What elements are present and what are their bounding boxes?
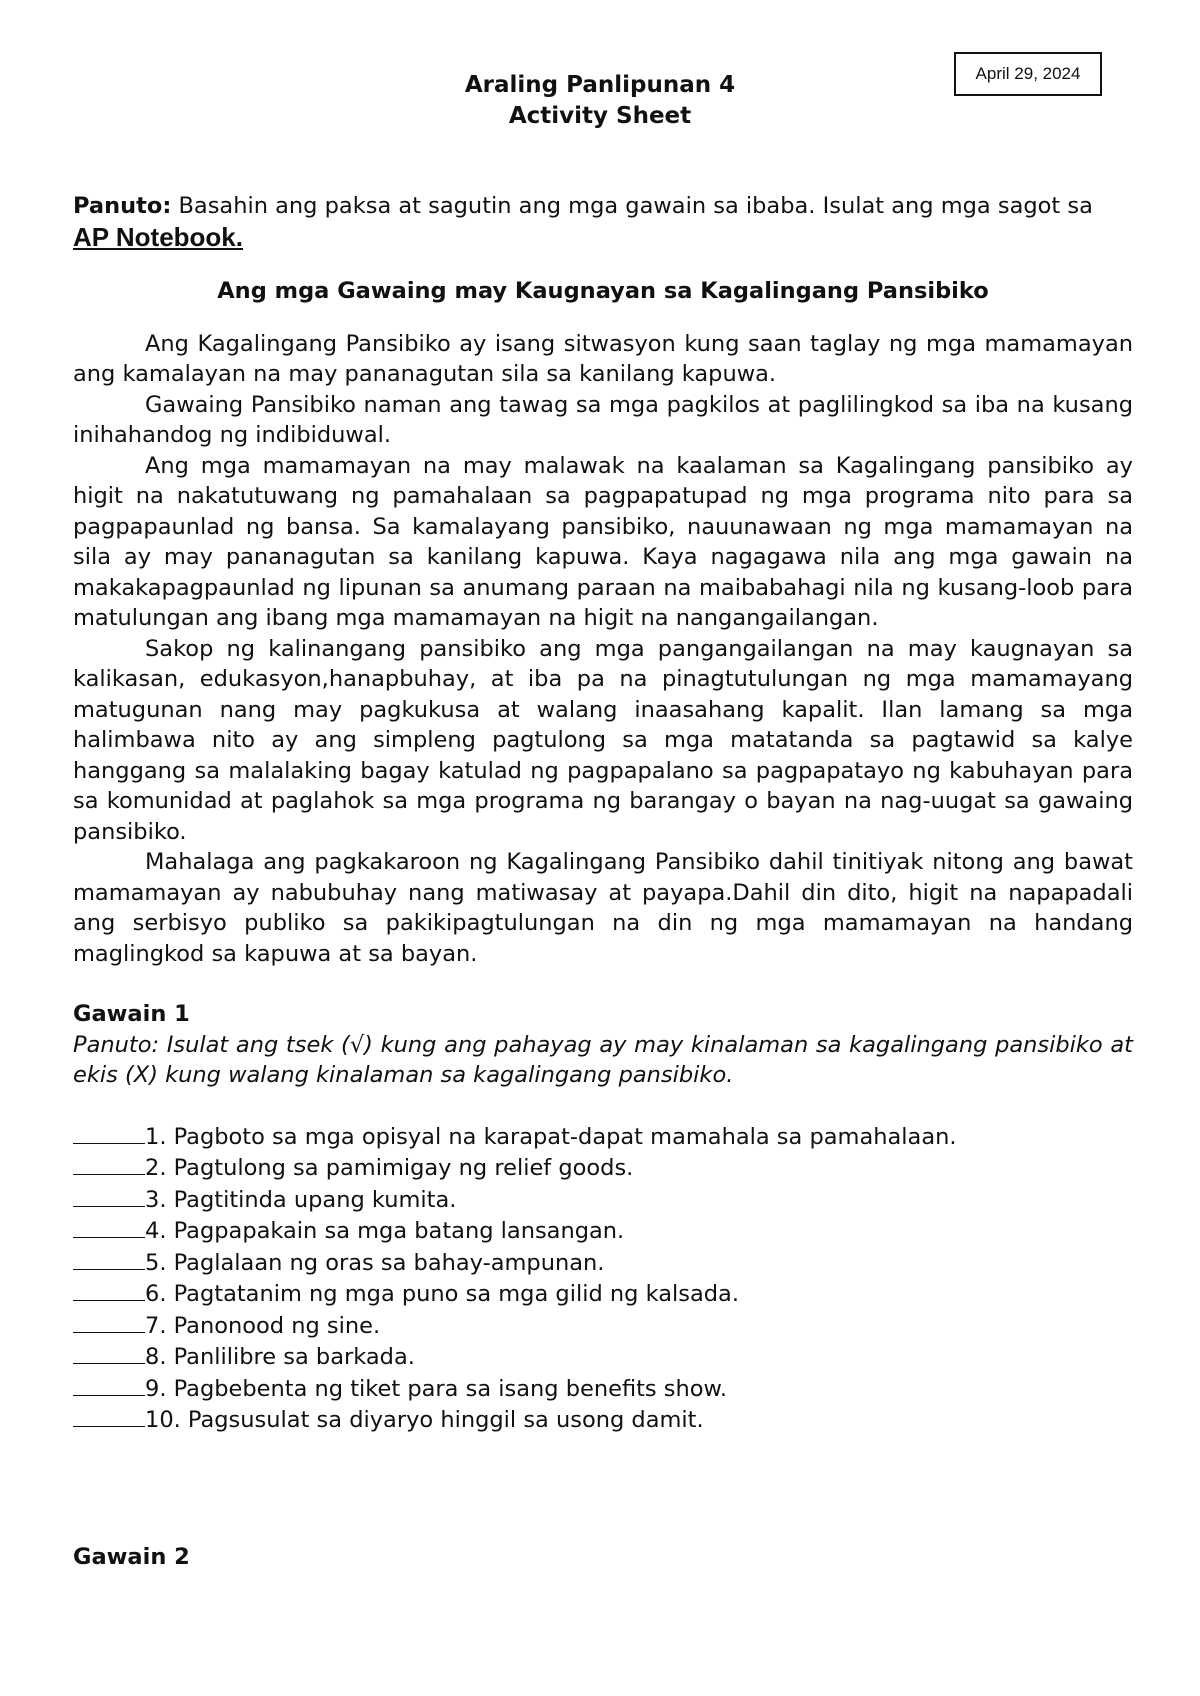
answer-blank[interactable] [73, 1373, 145, 1396]
general-instructions [73, 191, 1133, 254]
list-item [73, 1310, 1133, 1342]
title-subject: Araling Panlipunan 4 [464, 72, 736, 98]
answer-blank[interactable] [73, 1121, 145, 1144]
item-text: 6. Pagtatanim ng mga puno sa mga gilid ng kalsada. [145, 1281, 739, 1307]
item-text: 8. Panlilibre sa barkada. [145, 1344, 415, 1370]
topic-title: Ang mga Gawaing may Kaugnayan sa Kagalingang Pansibiko [217, 278, 989, 304]
main-content [73, 191, 1133, 1436]
answer-blank[interactable] [73, 1310, 145, 1333]
reading-passage [73, 329, 1133, 970]
document-title [0, 70, 1200, 132]
item-text: 4. Pagpapakain sa mga batang lansangan. [145, 1218, 625, 1244]
paragraph: Ang Kagalingang Pansibiko ay isang sitwasyon kung saan taglay ng mga mamamayan ang kamalayan na may pananagutan sila sa kanilang kapuwa. [73, 330, 1133, 387]
gawain1-instruction: Panuto: Isulat ang tsek (√) kung ang pahayag ay may kinalaman sa kagalingang pansibiko at ekis (X) kung walang kinalaman sa kagalingang pansibiko. [73, 1031, 1133, 1088]
paragraph: Gawaing Pansibiko naman ang tawag sa mga pagkilos at paglilingkod sa iba na kusang inihahandog ng indibiduwal. [73, 391, 1133, 448]
list-item [73, 1373, 1133, 1405]
paragraph: Mahalaga ang pagkakaroon ng Kagalingang Pansibiko dahil tinitiyak nitong ang bawat mamamayan ay nabubuhay nang matiwasay at payapa.Dahil din dito, higit na napapadali ang serbisyo publiko sa pakikipagtulungan na din ng mga mamamayan na handang maglingkod sa kapuwa at sa bayan. [73, 849, 1133, 967]
list-item [73, 1215, 1133, 1247]
date-box: April 29, 2024 [954, 52, 1102, 96]
item-text: 9. Pagbebenta ng tiket para sa isang benefits show. [145, 1375, 728, 1402]
title-activity-sheet: Activity Sheet [508, 103, 692, 129]
gawain1-item-list [73, 1121, 1133, 1436]
answer-blank[interactable] [73, 1215, 145, 1238]
ap-notebook-text: AP Notebook. [73, 221, 243, 252]
list-item [73, 1341, 1133, 1373]
instructions-text: Basahin ang paksa at sagutin ang mga gawain sa ibaba. Isulat ang mga sagot sa [171, 193, 1093, 219]
answer-blank[interactable] [73, 1184, 145, 1207]
item-text: 7. Panonood ng sine. [145, 1312, 381, 1339]
list-item [73, 1247, 1133, 1279]
answer-blank[interactable] [73, 1341, 145, 1364]
answer-blank[interactable] [73, 1152, 145, 1175]
list-item [73, 1121, 1133, 1153]
item-text: 10. Pagsusulat sa diyaryo hinggil sa usong damit. [145, 1407, 704, 1433]
instructions-label: Panuto: [73, 193, 172, 219]
gawain1-title: Gawain 1 [73, 1001, 190, 1027]
item-text: 5. Paglalaan ng oras sa bahay-ampunan. [145, 1249, 605, 1276]
list-item [73, 1152, 1133, 1184]
item-text: 2. Pagtulong sa pamimigay ng relief goods. [145, 1155, 634, 1181]
list-item [73, 1278, 1133, 1310]
answer-blank[interactable] [73, 1247, 145, 1270]
answer-blank[interactable] [73, 1404, 145, 1427]
list-item [73, 1404, 1133, 1436]
gawain2-title: Gawain 2 [73, 1544, 190, 1570]
paragraph: Ang mga mamamayan na may malawak na kaalaman sa Kagalingang pansibiko ay higit na nakatutuwang ng pamahalaan sa pagpapatupad ng mga programa nito para sa pagpapaunlad ng bansa. Sa kamalayang pansibiko, nauunawaan ng mga mamamayan na sila ay may pananagutan sa kanilang kapuwa. Kaya nagagawa nila ang mga gawain na makakapagpaunlad ng lipunan sa anumang paraan na maibabahagi nila ng kusang-loob para matulungan ang ibang mga mamamayan na higit na nangangailangan. [73, 452, 1133, 631]
list-item [73, 1184, 1133, 1216]
answer-blank[interactable] [73, 1278, 145, 1301]
item-text: 3. Pagtitinda upang kumita. [145, 1186, 457, 1213]
item-text: 1. Pagboto sa mga opisyal na karapat-dapat mamahala sa pamahalaan. [145, 1123, 957, 1150]
paragraph: Sakop ng kalinangang pansibiko ang mga pangangailangan na may kaugnayan sa kalikasan, edukasyon,hanapbuhay, at iba pa na pinagtutulungan ng mga mamamayang matugunan nang may pagkukusa at walang inaasahang kapalit. Ilan lamang sa mga halimbawa nito ay ang simpleng pagtulong sa mga matatanda sa pagtawid sa kalye hanggang sa malalaking bagay katulad ng pagpapalano sa pagpapatayo ng kabuhayan para sa komunidad at paglahok sa mga programa ng barangay o bayan na nag-uugat sa gawaing pansibiko. [73, 635, 1133, 845]
